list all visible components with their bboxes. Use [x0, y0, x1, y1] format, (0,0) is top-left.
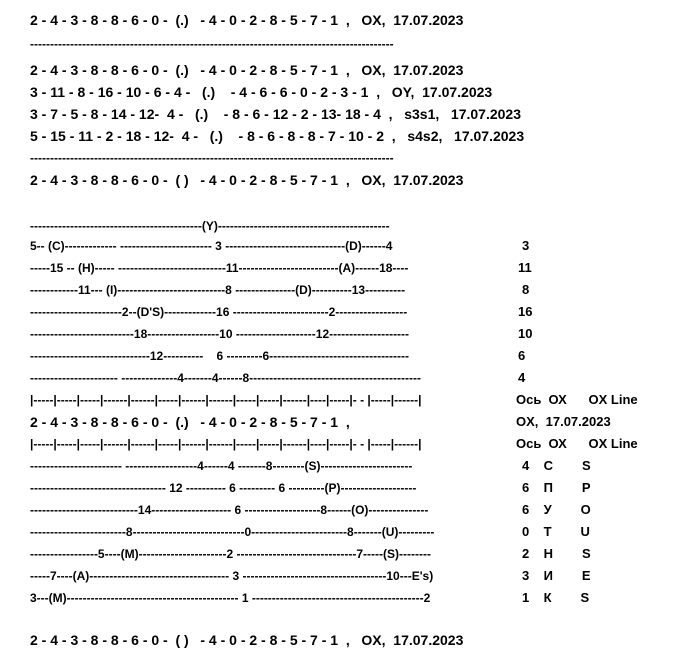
text-line: 2 - 4 - 3 - 8 - 8 - 6 - 0 - ( ) - 4 - 0 - 2 - 8 - 5 - 7 - 1 , OX, 17.07.2023: [30, 632, 464, 648]
tab-line: ----------------------- ------------------4------4 -------8--------(S)-----------------------: [30, 459, 413, 473]
side-value: 11: [518, 260, 532, 275]
side-value: 6 П P: [522, 480, 591, 495]
axis-label: Ось ОХ OX Line: [516, 392, 638, 407]
divider-line: -------------------------------------------------------------------------------------------: [30, 151, 394, 165]
side-value: 2 Н S: [522, 546, 591, 561]
divider-line: -------------------------------------------------------------------------------------------: [30, 37, 394, 51]
text-line: 3 - 11 - 8 - 16 - 10 - 6 - 4 - (.) - 4 - 6 - 6 - 0 - 2 - 3 - 1 , OY, 17.07.2023: [30, 84, 493, 100]
tab-line: ---------------------- --------------4-------4------8-------------------------------------------: [30, 371, 421, 385]
axis-line: |-----|-----|-----|------|------|-----|------|------|-----|-----|------|----|-----|- - |-----|------|: [30, 393, 422, 407]
text-line: 2 - 4 - 3 - 8 - 8 - 6 - 0 - (.) - 4 - 0 - 2 - 8 - 5 - 7 - 1 , OX, 17.07.2023: [30, 62, 464, 78]
tab-line: ---------------------------14-------------------- 6 -------------------8------(O)---------------: [30, 503, 429, 517]
text-line: 3 - 7 - 5 - 8 - 14 - 12- 4 - (.) - 8 - 6 - 12 - 2 - 13- 18 - 4 , s3s1, 17.07.2023: [30, 106, 521, 122]
side-value: 4: [518, 370, 526, 385]
tab-line: ------------11--- (I)---------------------------8 ---------------(D)----------13----------: [30, 283, 406, 297]
side-value: 3 И E: [522, 568, 591, 583]
axis-line: |-----|-----|-----|------|------|-----|------|------|-----|-----|------|----|-----|- - |-----|------|: [30, 437, 422, 451]
text-line: 2 - 4 - 3 - 8 - 8 - 6 - 0 - (.) - 4 - 0 - 2 - 8 - 5 - 7 - 1 ,: [30, 414, 350, 430]
side-value: 6 У O: [522, 502, 591, 517]
tab-line: ---------------------------------- 12 ---------- 6 --------- 6 ---------(P)-------------------: [30, 481, 417, 495]
side-value: 0 Т U: [522, 524, 590, 539]
tab-line: --------------------------18------------------10 --------------------12--------------------: [30, 327, 410, 341]
side-value: 1 К S: [522, 590, 590, 605]
tab-line: -------------------------------------------(Y)-------------------------------------------: [30, 219, 390, 233]
side-value: 10: [518, 326, 533, 341]
side-value: 16: [518, 304, 533, 319]
tab-line: 3---(M)------------------------------------------- 1 -------------------------------------------2: [30, 591, 431, 605]
text-line: 5 - 15 - 11 - 2 - 18 - 12- 4 - (.) - 8 - 6 - 8 - 8 - 7 - 10 - 2 , s4s2, 17.07.2023: [30, 128, 525, 144]
tab-line: -----------------------2--(D'S)-------------16 ------------------------2------------------: [30, 305, 408, 319]
tab-line: ------------------------8----------------------------0------------------------8-------(U)---------: [30, 525, 435, 539]
tab-line: -----7----(A)----------------------------------- 3 ------------------------------------10---E's): [30, 569, 434, 583]
text-line: 2 - 4 - 3 - 8 - 8 - 6 - 0 - (.) - 4 - 0 - 2 - 8 - 5 - 7 - 1 , OX, 17.07.2023: [30, 12, 464, 28]
side-value: 4 С S: [522, 458, 591, 473]
text-line: 2 - 4 - 3 - 8 - 8 - 6 - 0 - ( ) - 4 - 0 - 2 - 8 - 5 - 7 - 1 , OX, 17.07.2023: [30, 172, 464, 188]
tab-line: -----------------5----(M)----------------------2 ------------------------------7-----(S)--------: [30, 547, 432, 561]
side-value: 6: [518, 348, 526, 363]
side-value: 3: [522, 238, 530, 253]
axis-label: Ось ОХ OX Line: [516, 436, 638, 451]
tab-line: ------------------------------12---------- 6 ---------6-----------------------------------: [30, 349, 410, 363]
tab-line: 5-- (C)------------- ----------------------- 3 ------------------------------(D)------4: [30, 239, 393, 253]
side-value: 8: [522, 282, 530, 297]
tab-line: -----15 -- (H)----- ---------------------------11-------------------------(A)------18----: [30, 261, 409, 275]
date-label: OX, 17.07.2023: [516, 414, 611, 429]
